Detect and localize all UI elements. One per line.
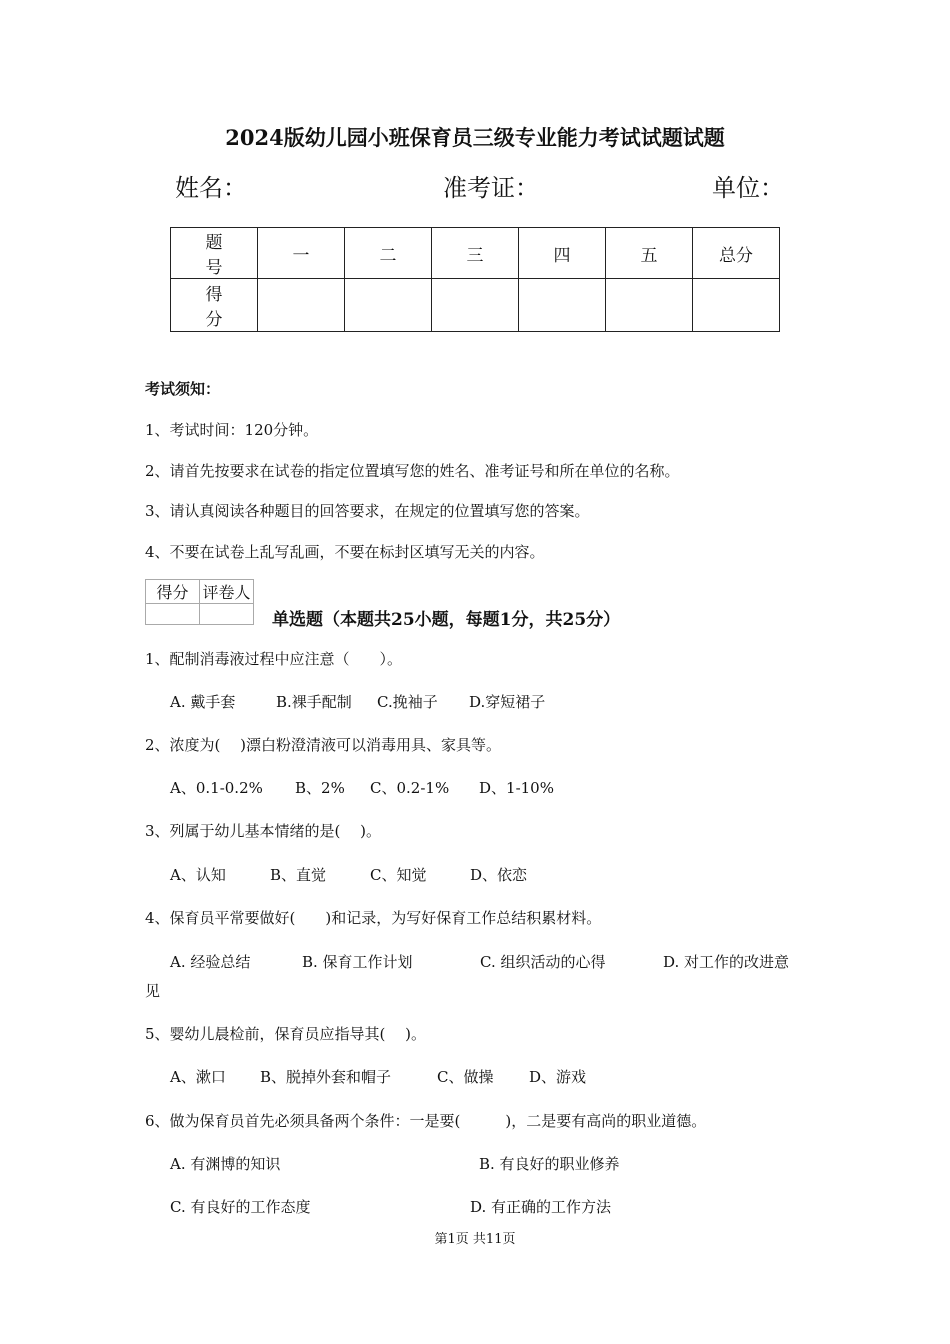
- section-4-header: 四: [519, 228, 606, 279]
- option-d[interactable]: D.穿短裙子: [469, 693, 546, 711]
- notice-heading: 考试须知：: [145, 380, 221, 398]
- page-footer: 第1页 共11页: [434, 1232, 516, 1247]
- name-label: 姓名：: [175, 174, 247, 202]
- section-5-header: 五: [606, 228, 693, 279]
- document-title: 2024版幼儿园小班保育员三级专业能力考试试题试题: [225, 125, 725, 150]
- option-c[interactable]: C、做操: [437, 1068, 494, 1086]
- option-c[interactable]: C. 组织活动的心得: [480, 953, 606, 971]
- score-cell-3[interactable]: [432, 279, 519, 332]
- option-b[interactable]: B. 有良好的职业修养: [479, 1155, 620, 1173]
- section-2-header: 二: [345, 228, 432, 279]
- unit-label: 单位：: [712, 174, 784, 202]
- score-table-score-row: [171, 279, 780, 332]
- question-stem: 1、配制消毒液过程中应注意（ ）。: [145, 650, 403, 668]
- question-stem: 3、列属于幼儿基本情绪的是( )。: [145, 822, 382, 840]
- option-a[interactable]: A. 戴手套: [170, 693, 236, 711]
- option-a[interactable]: A. 有渊博的知识: [170, 1155, 281, 1173]
- option-a[interactable]: A、漱口: [170, 1068, 226, 1086]
- option-d[interactable]: D. 对工作的改进意: [663, 953, 790, 971]
- notice-item: 4、不要在试卷上乱写乱画，不要在标封区填写无关的内容。: [145, 543, 545, 561]
- option-c[interactable]: C、0.2-1%: [370, 779, 450, 797]
- question-stem: 6、做为保育员首先必须具备两个条件：一是要( )，二是要有高尚的职业道德。: [145, 1112, 707, 1130]
- score-cell-2[interactable]: [345, 279, 432, 332]
- question-stem: 2、浓度为( )漂白粉澄清液可以消毒用具、家具等。: [145, 736, 502, 754]
- option-a[interactable]: A. 经验总结: [170, 953, 251, 971]
- score-cell-1[interactable]: [258, 279, 345, 332]
- option-a[interactable]: A、0.1-0.2%: [170, 779, 263, 797]
- notice-item: 1、考试时间：120分钟。: [145, 421, 319, 439]
- option-b[interactable]: B、直觉: [270, 866, 327, 884]
- grader-score-cell[interactable]: [146, 604, 200, 625]
- total-header: 总分: [693, 228, 780, 279]
- option-d[interactable]: D、游戏: [529, 1068, 587, 1086]
- section-title: 单选题（本题共25小题，每题1分，共25分）: [272, 610, 621, 630]
- option-d[interactable]: D. 有正确的工作方法: [470, 1198, 612, 1216]
- option-b[interactable]: B、脱掉外套和帽子: [260, 1068, 392, 1086]
- option-c[interactable]: C、知觉: [370, 866, 427, 884]
- option-a[interactable]: A、认知: [170, 866, 226, 884]
- question-number-label: 题 号: [171, 228, 258, 279]
- question-stem: 5、婴幼儿晨检前，保育员应指导其( )。: [145, 1025, 427, 1043]
- score-table: [170, 227, 780, 332]
- section-3-header: 三: [432, 228, 519, 279]
- score-table-header-row: [171, 228, 780, 279]
- grader-box: [145, 579, 254, 625]
- section-1-header: 一: [258, 228, 345, 279]
- exam-id-label: 准考证：: [443, 174, 539, 202]
- grader-name-label: 评卷人: [200, 580, 254, 604]
- score-label: 得 分: [171, 279, 258, 332]
- option-c[interactable]: C. 有良好的工作态度: [170, 1198, 311, 1216]
- notice-item: 2、请首先按要求在试卷的指定位置填写您的姓名、准考证号和所在单位的名称。: [145, 462, 680, 480]
- option-b[interactable]: B. 保育工作计划: [302, 953, 413, 971]
- option-d[interactable]: D、1-10%: [479, 779, 554, 797]
- score-cell-4[interactable]: [519, 279, 606, 332]
- option-b[interactable]: B.裸手配制: [276, 693, 352, 711]
- option-d[interactable]: D、依恋: [470, 866, 528, 884]
- option-c[interactable]: C.挽袖子: [377, 693, 438, 711]
- option-b[interactable]: B、2%: [295, 779, 345, 797]
- score-cell-total[interactable]: [693, 279, 780, 332]
- notice-item: 3、请认真阅读各种题目的回答要求，在规定的位置填写您的答案。: [145, 502, 590, 520]
- option-d-wrap: 见: [145, 982, 161, 1000]
- question-stem: 4、保育员平常要做好( )和记录，为写好保育工作总结积累材料。: [145, 909, 602, 927]
- grader-score-label: 得分: [146, 580, 200, 604]
- score-cell-5[interactable]: [606, 279, 693, 332]
- grader-name-cell[interactable]: [200, 604, 254, 625]
